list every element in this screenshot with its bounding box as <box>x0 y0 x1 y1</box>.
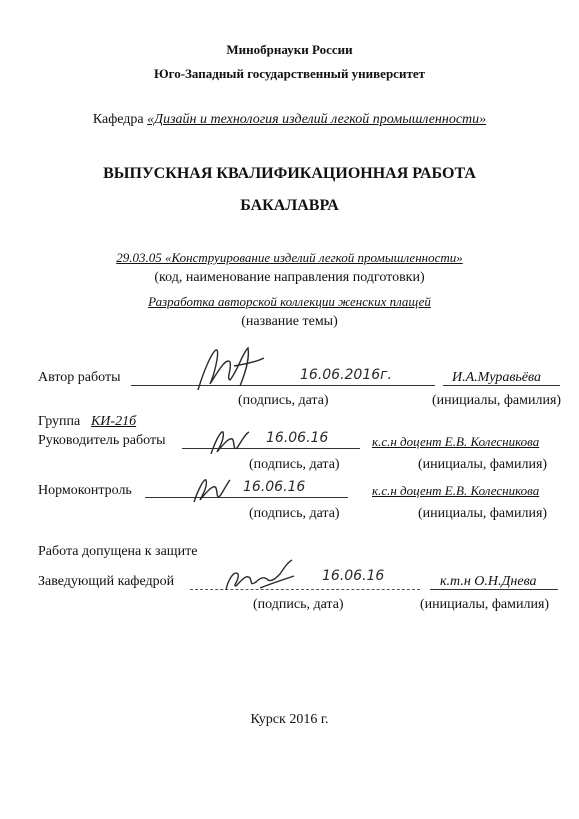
normcontrol-sign-line <box>145 497 348 498</box>
supervisor-caption-name: (инициалы, фамилия) <box>418 457 548 472</box>
department-prefix: Кафедра <box>92 112 148 127</box>
supervisor-caption-sign: (подпись, дата) <box>249 457 340 472</box>
supervisor-date: 16.06.16 <box>266 430 329 446</box>
author-sign-line <box>131 385 435 386</box>
supervisor-name: к.с.н доцент Е.В. Колесникова <box>372 434 540 449</box>
normcontrol-date: 16.06.16 <box>243 479 306 495</box>
university-name: Юго-Западный государственный университет <box>154 66 425 81</box>
department-line <box>0 112 579 128</box>
author-name: И.А.Муравьёва <box>452 370 541 385</box>
direction-value: 29.03.05 «Конструирование изделий легкой промышленности» <box>116 250 463 265</box>
head-signature-icon <box>220 556 300 598</box>
document-title-line1: ВЫПУСКНАЯ КВАЛИФИКАЦИОННАЯ РАБОТА <box>103 165 476 182</box>
author-date: 16.06.2016г. <box>300 367 392 383</box>
head-name-line <box>430 589 558 590</box>
head-name: к.т.н О.Н.Днева <box>440 574 537 589</box>
head-caption-name: (инициалы, фамилия) <box>420 597 550 612</box>
department-name: «Дизайн и технология изделий легкой промышленности» <box>147 112 487 127</box>
normcontrol-caption-sign: (подпись, дата) <box>249 506 340 521</box>
group-label: Группа <box>38 414 81 429</box>
ministry-name: Минобрнауки России <box>226 42 353 57</box>
admission-text: Работа допущена к защите <box>38 544 198 559</box>
normcontrol-caption-name: (инициалы, фамилия) <box>418 506 548 521</box>
group-value: КИ-21б <box>91 414 137 429</box>
normcontrol-label: Нормоконтроль <box>38 483 132 498</box>
supervisor-label: Руководитель работы <box>38 433 166 448</box>
topic-caption: (название темы) <box>241 314 338 329</box>
topic-value: Разработка авторской коллекции женских плащей <box>148 294 431 309</box>
head-caption-sign: (подпись, дата) <box>253 597 344 612</box>
head-label: Заведующий кафедрой <box>38 574 175 589</box>
author-label: Автор работы <box>38 370 121 385</box>
author-signature-icon <box>190 340 270 395</box>
normcontrol-signature-icon <box>188 472 234 506</box>
author-name-line <box>443 385 560 386</box>
author-caption-name: (инициалы, фамилия) <box>432 393 562 408</box>
direction-caption: (код, наименование направления подготовки) <box>154 270 425 285</box>
supervisor-signature-icon <box>205 424 255 458</box>
author-caption-sign: (подпись, дата) <box>238 393 329 408</box>
head-date: 16.06.16 <box>322 568 385 584</box>
normcontrol-name: к.с.н доцент Е.В. Колесникова <box>372 483 540 498</box>
document-title-line2: БАКАЛАВРА <box>240 197 339 214</box>
city-year: Курск 2016 г. <box>250 712 329 727</box>
